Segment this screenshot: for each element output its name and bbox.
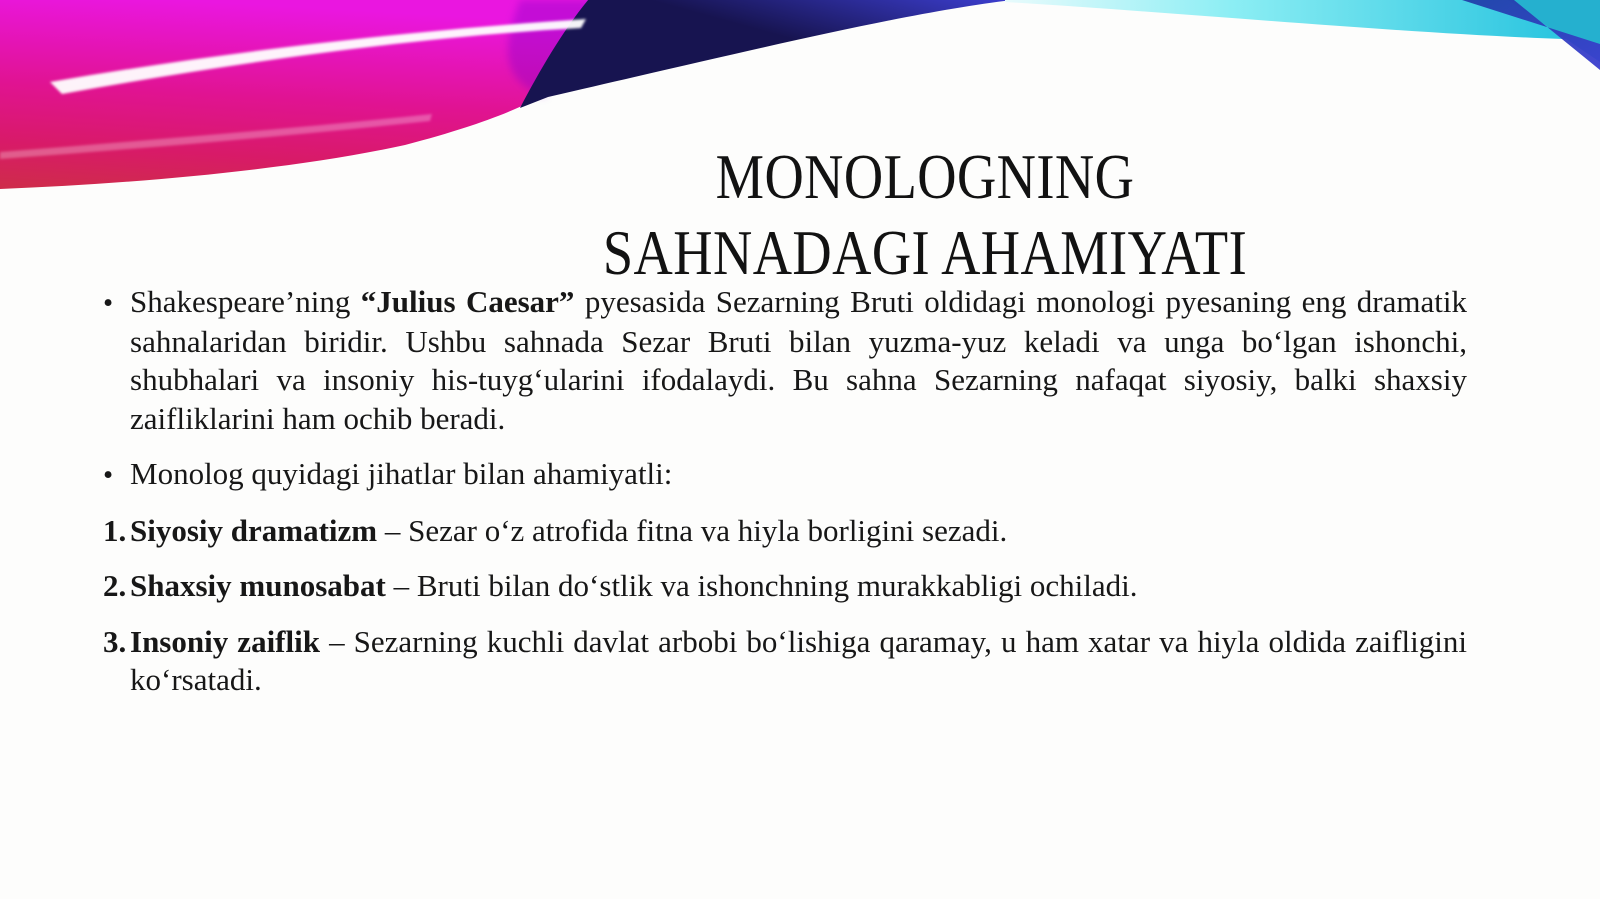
item-number: 1. bbox=[103, 512, 127, 548]
item-lead-bold: Shaxsiy munosabat bbox=[130, 568, 386, 603]
numbered-item-3 bbox=[103, 623, 1467, 700]
slide-title bbox=[139, 139, 1499, 291]
numbered-item-1 bbox=[103, 512, 1467, 551]
wave-navy-ribbon bbox=[520, 0, 1012, 108]
bullet-paragraph-shakespeare bbox=[103, 283, 1467, 438]
item-number: 2. bbox=[103, 568, 127, 603]
item-text: – Bruti bilan doʻstlik va ishonchning murakkabligi ochiladi. bbox=[385, 568, 1138, 603]
paragraph-run: pyesasida Sezarning Bruti oldidagi monologi pyesaning eng dramatik sahnalaridan biridir. Ushbu sahnada Sezar Bruti bilan yuzma-yuz keladi va unga boʻlgan ishonchi, shubhalari va insoniy his-tuygʻularini ifodalaydi. Bu sahna Sezarning nafaqat siyosiy, balki shaxsiy zaifliklarini ham ochib beradi. bbox=[130, 284, 1467, 436]
paragraph-run: Monolog quyidagi jihatlar bilan ahamiyatli: bbox=[130, 456, 673, 491]
paragraph-run: Shakespeare’ning bbox=[130, 284, 361, 319]
item-text: – Sezarning kuchli davlat arbobi boʻlishiga qaramay, u ham xatar va hiyla oldida zaifligini koʻrsatadi. bbox=[130, 623, 1467, 697]
slide-title-line1: MONOLOGNING bbox=[715, 140, 1135, 212]
bullet-paragraph-lead-in bbox=[103, 455, 1467, 495]
numbered-item-2 bbox=[103, 567, 1467, 606]
slide-body bbox=[103, 283, 1467, 717]
bullet-icon: • bbox=[103, 287, 114, 319]
item-number: 3. bbox=[103, 623, 127, 659]
slide-title-line2: SAHNADAGI AHAMIYATI bbox=[602, 216, 1248, 288]
paragraph-run-bold: “Julius Caesar” bbox=[360, 284, 575, 319]
item-lead-bold: Insoniy zaiflik bbox=[130, 623, 320, 659]
item-lead-bold: Siyosiy dramatizm bbox=[130, 512, 378, 548]
bullet-icon: • bbox=[103, 459, 114, 491]
item-text: – Sezar oʻz atrofida fitna va hiyla borligini sezadi. bbox=[377, 512, 1008, 548]
